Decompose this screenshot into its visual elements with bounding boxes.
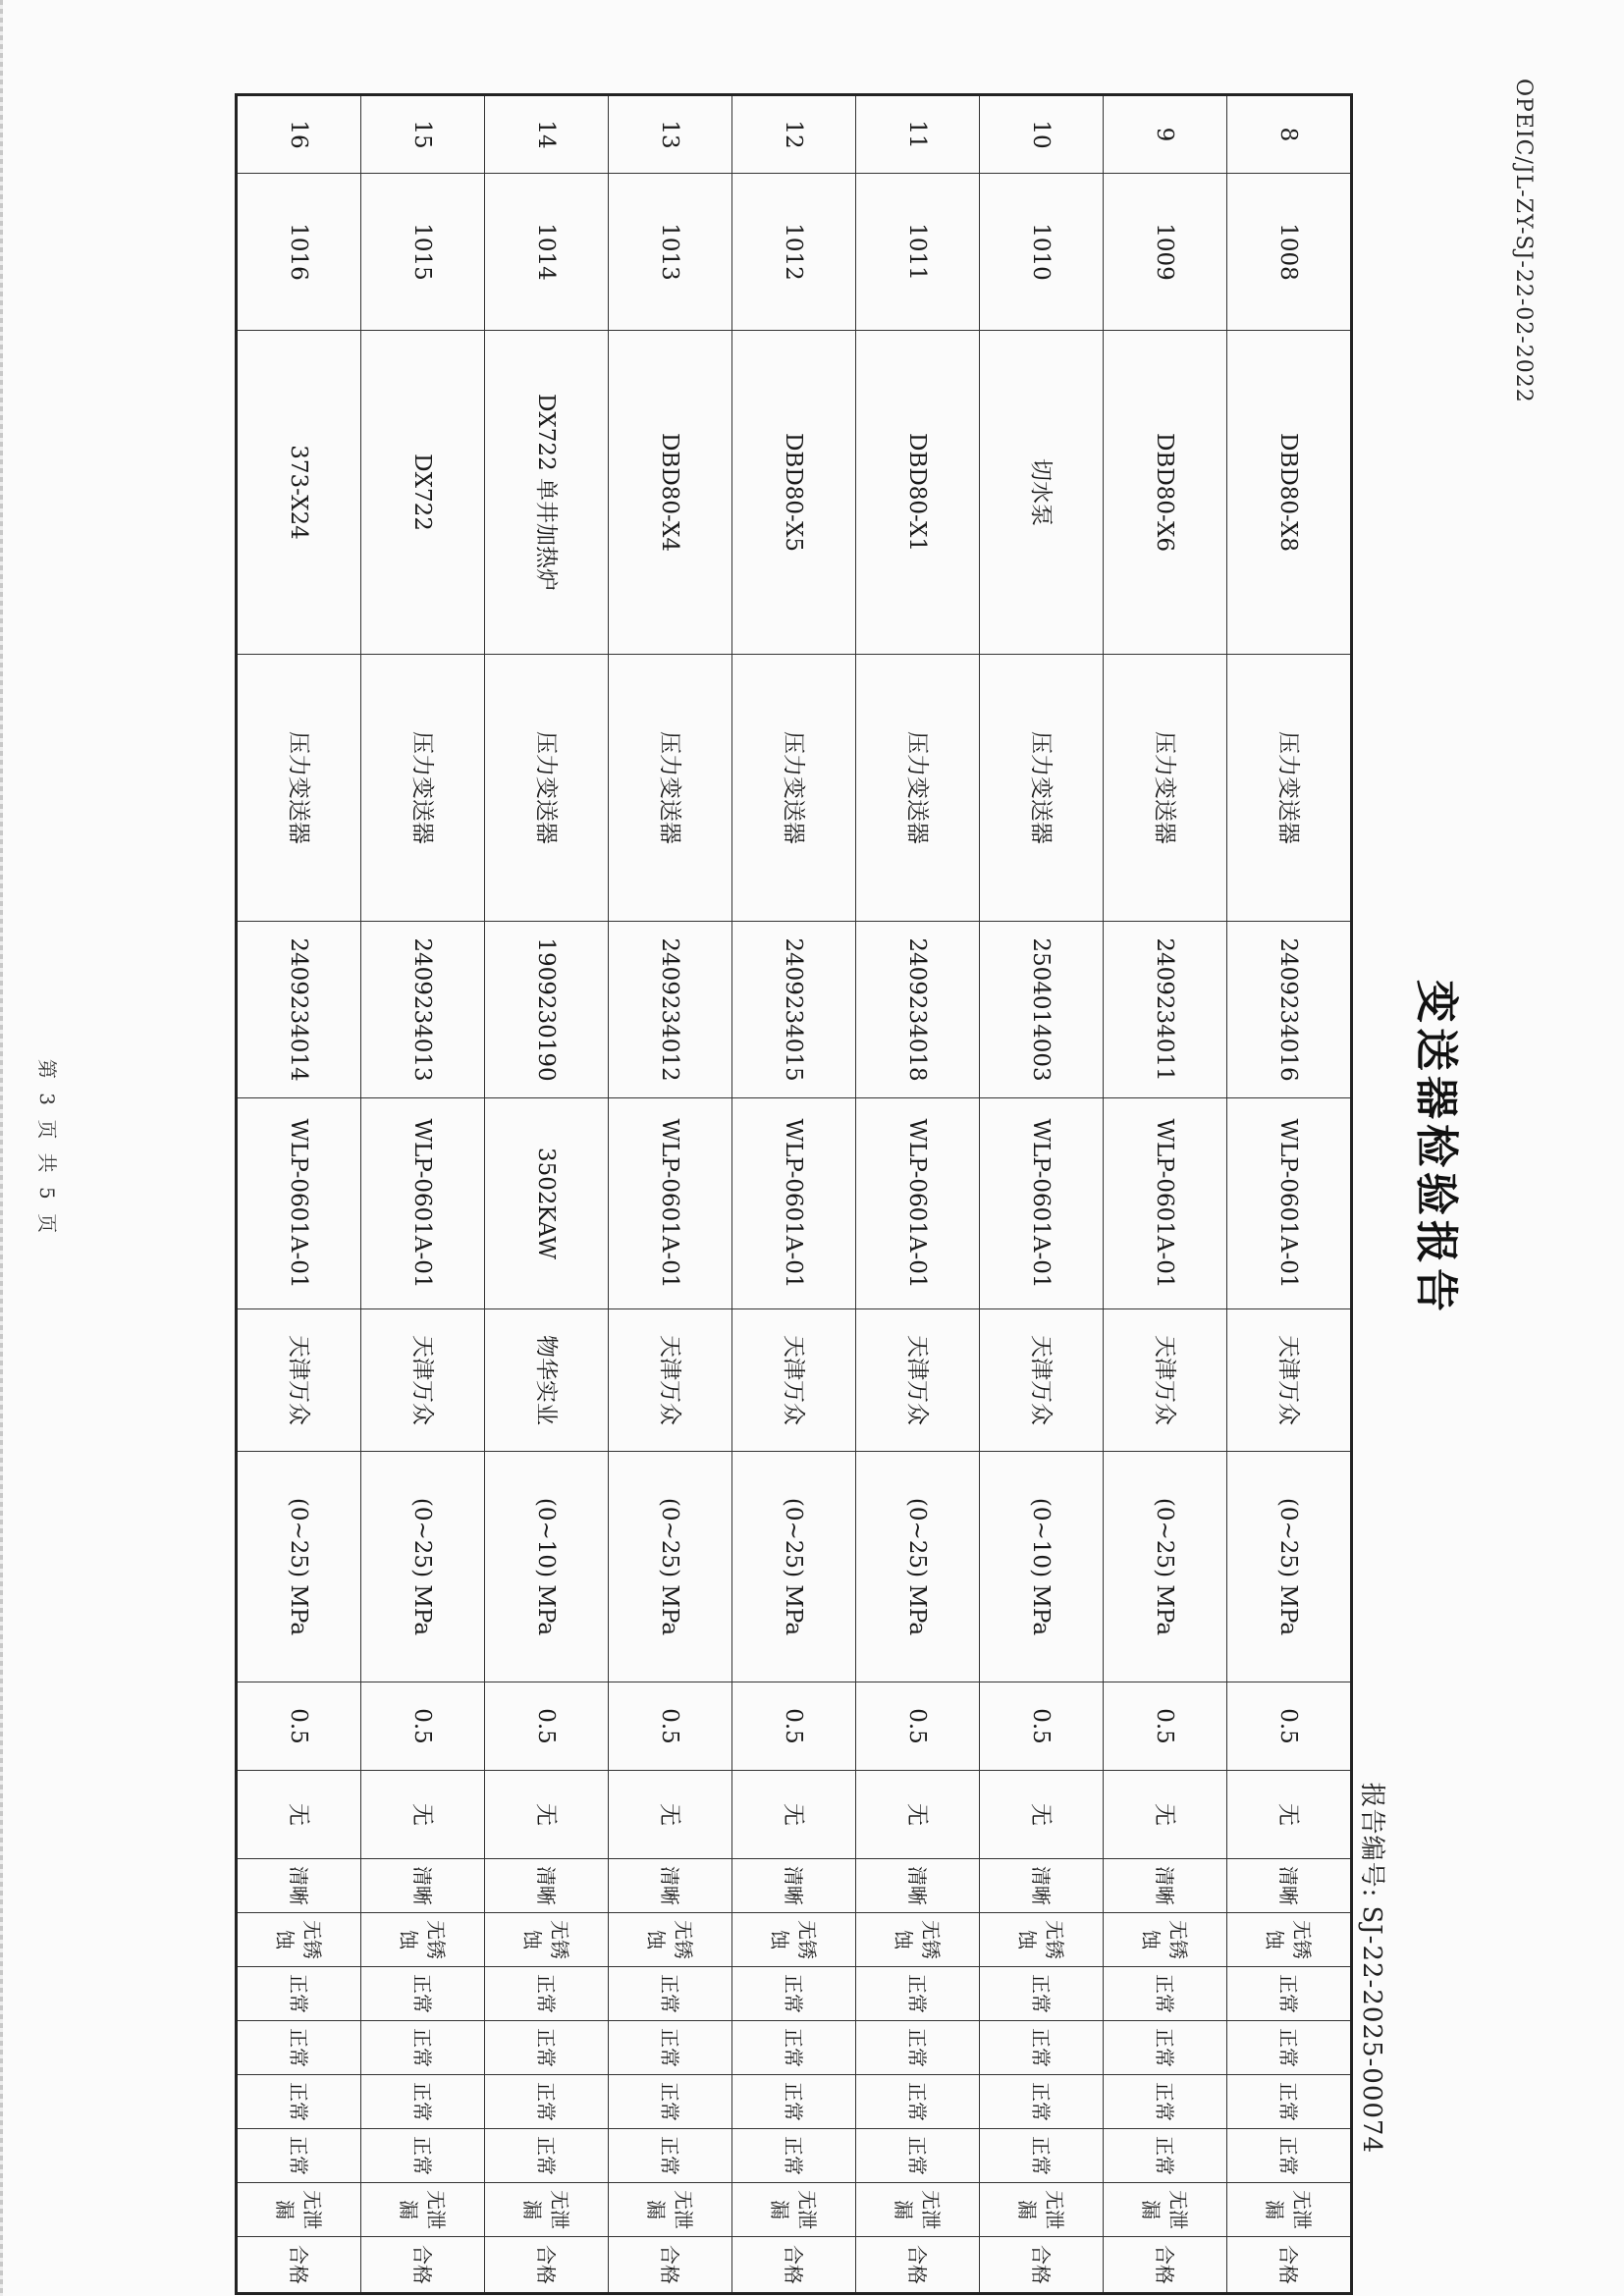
cell-c1: 无 — [732, 1771, 856, 1859]
cell-c3: 无锈蚀 — [732, 1913, 856, 1967]
cell-maker: 天津万众 — [732, 1309, 856, 1452]
cell-maker: 天津万众 — [609, 1309, 732, 1452]
cell-accuracy: 0.5 — [361, 1682, 485, 1771]
cell-accuracy: 0.5 — [856, 1682, 980, 1771]
cell-c7: 正常 — [856, 2129, 980, 2183]
cell-c5: 正常 — [980, 2021, 1104, 2075]
cell-accuracy: 0.5 — [1104, 1682, 1227, 1771]
cell-code: 1016 — [237, 174, 361, 331]
cell-c6: 正常 — [980, 2075, 1104, 2129]
cell-c7: 正常 — [980, 2129, 1104, 2183]
cell-code: 1008 — [1227, 174, 1352, 331]
cell-c2: 清晰 — [361, 1859, 485, 1913]
cell-no: 13 — [609, 95, 732, 174]
cell-location: 373-X24 — [237, 331, 361, 655]
table-row — [485, 95, 609, 2294]
cell-range: (0~25) MPa — [732, 1452, 856, 1682]
cell-range: (0~25) MPa — [609, 1452, 732, 1682]
cell-c2: 清晰 — [856, 1859, 980, 1913]
cell-model: WLP-0601A-01 — [732, 1098, 856, 1309]
cell-c1: 无 — [856, 1771, 980, 1859]
cell-c8: 无泄漏 — [361, 2183, 485, 2237]
cell-c5: 正常 — [237, 2021, 361, 2075]
cell-maker: 天津万众 — [1104, 1309, 1227, 1452]
cell-result: 合格 — [485, 2237, 609, 2294]
cell-c1: 无 — [980, 1771, 1104, 1859]
cell-c8: 无泄漏 — [1227, 2183, 1352, 2237]
cell-c5: 正常 — [1227, 2021, 1352, 2075]
cell-c5: 正常 — [609, 2021, 732, 2075]
cell-location: 切水泵 — [980, 331, 1104, 655]
cell-location: DX722 单井加热炉 — [485, 331, 609, 655]
cell-c2: 清晰 — [1104, 1859, 1227, 1913]
cell-c2: 清晰 — [237, 1859, 361, 1913]
cell-serial: 2504014003 — [980, 922, 1104, 1098]
cell-c2: 清晰 — [732, 1859, 856, 1913]
cell-c8: 无泄漏 — [237, 2183, 361, 2237]
report-number-value: SJ-22-2025-00074 — [1357, 1905, 1386, 2154]
cell-model: WLP-0601A-01 — [609, 1098, 732, 1309]
table-row — [237, 95, 361, 2294]
cell-accuracy: 0.5 — [1227, 1682, 1352, 1771]
cell-no: 14 — [485, 95, 609, 174]
cell-name: 压力变送器 — [361, 655, 485, 922]
document-code: OPEIC/JL-ZY-SJ-22-02-2022 — [1511, 79, 1536, 403]
cell-code: 1010 — [980, 174, 1104, 331]
cell-c1: 无 — [1227, 1771, 1352, 1859]
cell-result: 合格 — [1104, 2237, 1227, 2294]
cell-no: 9 — [1104, 95, 1227, 174]
cell-c5: 正常 — [1104, 2021, 1227, 2075]
cell-model: WLP-0601A-01 — [1227, 1098, 1352, 1309]
cell-c4: 正常 — [609, 1967, 732, 2021]
cell-name: 压力变送器 — [1227, 655, 1352, 922]
cell-c8: 无泄漏 — [732, 2183, 856, 2237]
cell-c7: 正常 — [1104, 2129, 1227, 2183]
cell-c8: 无泄漏 — [856, 2183, 980, 2237]
cell-c8: 无泄漏 — [980, 2183, 1104, 2237]
cell-serial: 2409234011 — [1104, 922, 1227, 1098]
cell-name: 压力变送器 — [609, 655, 732, 922]
cell-c6: 正常 — [732, 2075, 856, 2129]
cell-c3: 无锈蚀 — [1227, 1913, 1352, 1967]
cell-code: 1015 — [361, 174, 485, 331]
cell-name: 压力变送器 — [485, 655, 609, 922]
cell-no: 12 — [732, 95, 856, 174]
cell-c4: 正常 — [1104, 1967, 1227, 2021]
cell-code: 1009 — [1104, 174, 1227, 331]
table-row — [732, 95, 856, 2294]
cell-no: 16 — [237, 95, 361, 174]
report-number-label: 报告编号: — [1357, 1782, 1386, 1898]
cell-maker: 物华实业 — [485, 1309, 609, 1452]
cell-model: WLP-0601A-01 — [856, 1098, 980, 1309]
cell-c1: 无 — [1104, 1771, 1227, 1859]
cell-c1: 无 — [609, 1771, 732, 1859]
cell-location: DX722 — [361, 331, 485, 655]
cell-c6: 正常 — [485, 2075, 609, 2129]
cell-c6: 正常 — [237, 2075, 361, 2129]
cell-result: 合格 — [609, 2237, 732, 2294]
cell-serial: 2409234014 — [237, 922, 361, 1098]
cell-c3: 无锈蚀 — [1104, 1913, 1227, 1967]
cell-c4: 正常 — [237, 1967, 361, 2021]
cell-code: 1013 — [609, 174, 732, 331]
cell-maker: 天津万众 — [1227, 1309, 1352, 1452]
table-row — [1104, 95, 1227, 2294]
cell-c5: 正常 — [856, 2021, 980, 2075]
report-number — [1356, 1783, 1392, 2154]
cell-no: 15 — [361, 95, 485, 174]
cell-c8: 无泄漏 — [609, 2183, 732, 2237]
cell-maker: 天津万众 — [237, 1309, 361, 1452]
cell-c5: 正常 — [361, 2021, 485, 2075]
cell-code: 1011 — [856, 174, 980, 331]
cell-location: DBD80-X4 — [609, 331, 732, 655]
cell-c1: 无 — [237, 1771, 361, 1859]
cell-c4: 正常 — [856, 1967, 980, 2021]
cell-maker: 天津万众 — [980, 1309, 1104, 1452]
cell-model: 3502KAW — [485, 1098, 609, 1309]
cell-c6: 正常 — [856, 2075, 980, 2129]
cell-no: 8 — [1227, 95, 1352, 174]
cell-serial: 2409234018 — [856, 922, 980, 1098]
page-footer: 第 3 页 共 5 页 — [35, 1058, 59, 1238]
cell-c2: 清晰 — [485, 1859, 609, 1913]
cell-result: 合格 — [361, 2237, 485, 2294]
table-body — [237, 95, 1352, 2294]
cell-code: 1014 — [485, 174, 609, 331]
cell-location: DBD80-X8 — [1227, 331, 1352, 655]
cell-c8: 无泄漏 — [1104, 2183, 1227, 2237]
cell-c3: 无锈蚀 — [856, 1913, 980, 1967]
cell-c4: 正常 — [485, 1967, 609, 2021]
cell-c7: 正常 — [237, 2129, 361, 2183]
cell-accuracy: 0.5 — [609, 1682, 732, 1771]
cell-c7: 正常 — [485, 2129, 609, 2183]
table-row — [609, 95, 732, 2294]
table-row — [361, 95, 485, 2294]
cell-c3: 无锈蚀 — [609, 1913, 732, 1967]
cell-c5: 正常 — [732, 2021, 856, 2075]
cell-model: WLP-0601A-01 — [1104, 1098, 1227, 1309]
cell-c7: 正常 — [732, 2129, 856, 2183]
cell-accuracy: 0.5 — [237, 1682, 361, 1771]
cell-name: 压力变送器 — [980, 655, 1104, 922]
cell-result: 合格 — [856, 2237, 980, 2294]
cell-range: (0~10) MPa — [485, 1452, 609, 1682]
cell-c2: 清晰 — [1227, 1859, 1352, 1913]
cell-range: (0~25) MPa — [237, 1452, 361, 1682]
cell-location: DBD80-X5 — [732, 331, 856, 655]
cell-range: (0~25) MPa — [361, 1452, 485, 1682]
cell-c1: 无 — [361, 1771, 485, 1859]
cell-result: 合格 — [1227, 2237, 1352, 2294]
cell-c6: 正常 — [1104, 2075, 1227, 2129]
cell-result: 合格 — [237, 2237, 361, 2294]
cell-c7: 正常 — [1227, 2129, 1352, 2183]
cell-c6: 正常 — [361, 2075, 485, 2129]
cell-no: 11 — [856, 95, 980, 174]
cell-serial: 2409234016 — [1227, 922, 1352, 1098]
report-title: 变送器检验报告 — [1411, 980, 1461, 1316]
cell-c7: 正常 — [609, 2129, 732, 2183]
cell-range: (0~25) MPa — [1227, 1452, 1352, 1682]
cell-c8: 无泄漏 — [485, 2183, 609, 2237]
cell-no: 10 — [980, 95, 1104, 174]
cell-c6: 正常 — [1227, 2075, 1352, 2129]
cell-serial: 2409234012 — [609, 922, 732, 1098]
cell-c7: 正常 — [361, 2129, 485, 2183]
cell-name: 压力变送器 — [1104, 655, 1227, 922]
cell-result: 合格 — [980, 2237, 1104, 2294]
cell-name: 压力变送器 — [856, 655, 980, 922]
cell-c5: 正常 — [485, 2021, 609, 2075]
cell-maker: 天津万众 — [856, 1309, 980, 1452]
cell-accuracy: 0.5 — [980, 1682, 1104, 1771]
cell-c1: 无 — [485, 1771, 609, 1859]
inspection-table — [235, 93, 1353, 2295]
cell-model: WLP-0601A-01 — [237, 1098, 361, 1309]
cell-accuracy: 0.5 — [485, 1682, 609, 1771]
cell-model: WLP-0601A-01 — [361, 1098, 485, 1309]
cell-c2: 清晰 — [980, 1859, 1104, 1913]
cell-c3: 无锈蚀 — [485, 1913, 609, 1967]
cell-c3: 无锈蚀 — [980, 1913, 1104, 1967]
cell-name: 压力变送器 — [237, 655, 361, 922]
cell-c4: 正常 — [732, 1967, 856, 2021]
cell-serial: 2409234013 — [361, 922, 485, 1098]
cell-location: DBD80-X1 — [856, 331, 980, 655]
cell-location: DBD80-X6 — [1104, 331, 1227, 655]
cell-serial: 2409234015 — [732, 922, 856, 1098]
table-row — [980, 95, 1104, 2294]
cell-serial: 1909230190 — [485, 922, 609, 1098]
cell-name: 压力变送器 — [732, 655, 856, 922]
table-row — [1227, 95, 1352, 2294]
cell-range: (0~10) MPa — [980, 1452, 1104, 1682]
cell-c3: 无锈蚀 — [361, 1913, 485, 1967]
cell-c6: 正常 — [609, 2075, 732, 2129]
table-row — [856, 95, 980, 2294]
cell-c3: 无锈蚀 — [237, 1913, 361, 1967]
cell-c4: 正常 — [980, 1967, 1104, 2021]
cell-maker: 天津万众 — [361, 1309, 485, 1452]
cell-range: (0~25) MPa — [1104, 1452, 1227, 1682]
cell-range: (0~25) MPa — [856, 1452, 980, 1682]
cell-c2: 清晰 — [609, 1859, 732, 1913]
cell-code: 1012 — [732, 174, 856, 331]
cell-model: WLP-0601A-01 — [980, 1098, 1104, 1309]
cell-c4: 正常 — [361, 1967, 485, 2021]
cell-c4: 正常 — [1227, 1967, 1352, 2021]
cell-result: 合格 — [732, 2237, 856, 2294]
cell-accuracy: 0.5 — [732, 1682, 856, 1771]
